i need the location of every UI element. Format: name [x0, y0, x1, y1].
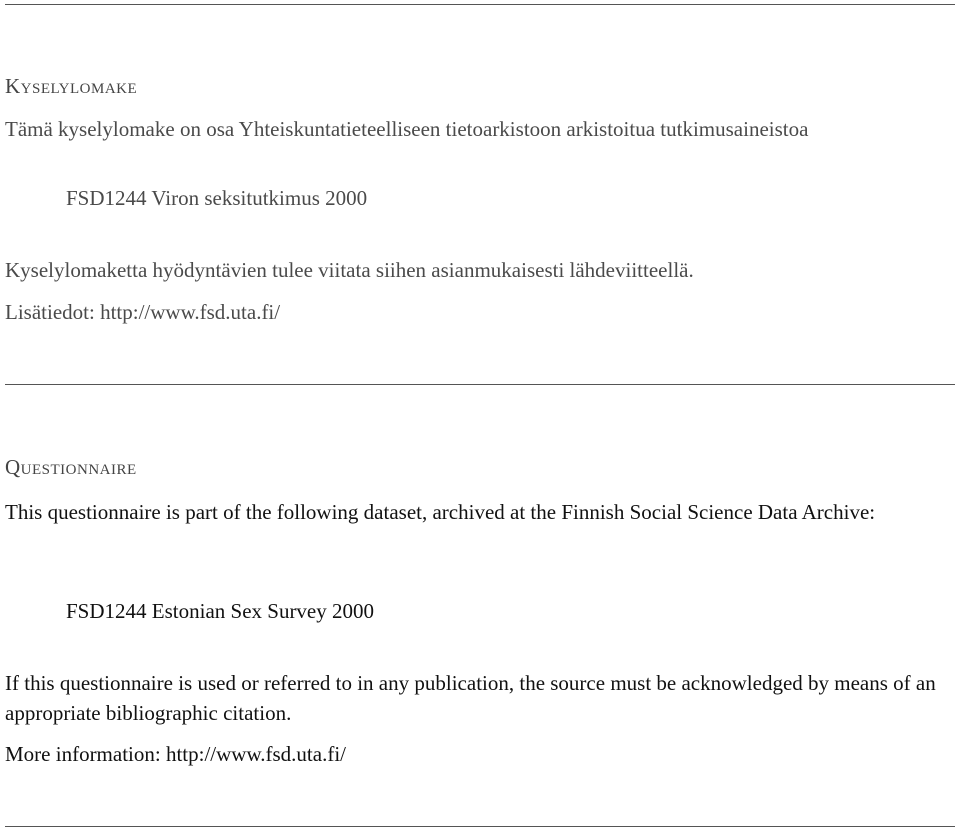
english-intro: This questionnaire is part of the following dataset, archived at the Finnish Social Science Data Archive: — [5, 500, 876, 524]
english-dataset-title: FSD1244 Estonian Sex Survey 2000 — [66, 599, 375, 623]
english-heading: Questionnaire — [5, 455, 137, 479]
finnish-heading: Kyselylomake — [5, 74, 138, 98]
middle-rule — [5, 384, 955, 385]
finnish-more-info: Lisätiedot: http://www.fsd.uta.fi/ — [5, 300, 281, 324]
bottom-rule — [5, 826, 955, 827]
finnish-intro: Tämä kyselylomake on osa Yhteiskuntatieteelliseen tietoarkistoon arkistoitua tutkimusaineistoa — [5, 117, 809, 141]
top-rule — [5, 4, 955, 5]
english-more-info: More information: http://www.fsd.uta.fi/ — [5, 742, 347, 766]
finnish-dataset-title: FSD1244 Viron seksitutkimus 2000 — [66, 186, 368, 210]
english-citation-note: If this questionnaire is used or referred to in any publication, the source must be acknowledged by means of an appropriate bibliographic citation. — [5, 671, 936, 725]
finnish-citation-note: Kyselylomaketta hyödyntävien tulee viitata siihen asianmukaisesti lähdeviitteellä. — [5, 258, 694, 282]
